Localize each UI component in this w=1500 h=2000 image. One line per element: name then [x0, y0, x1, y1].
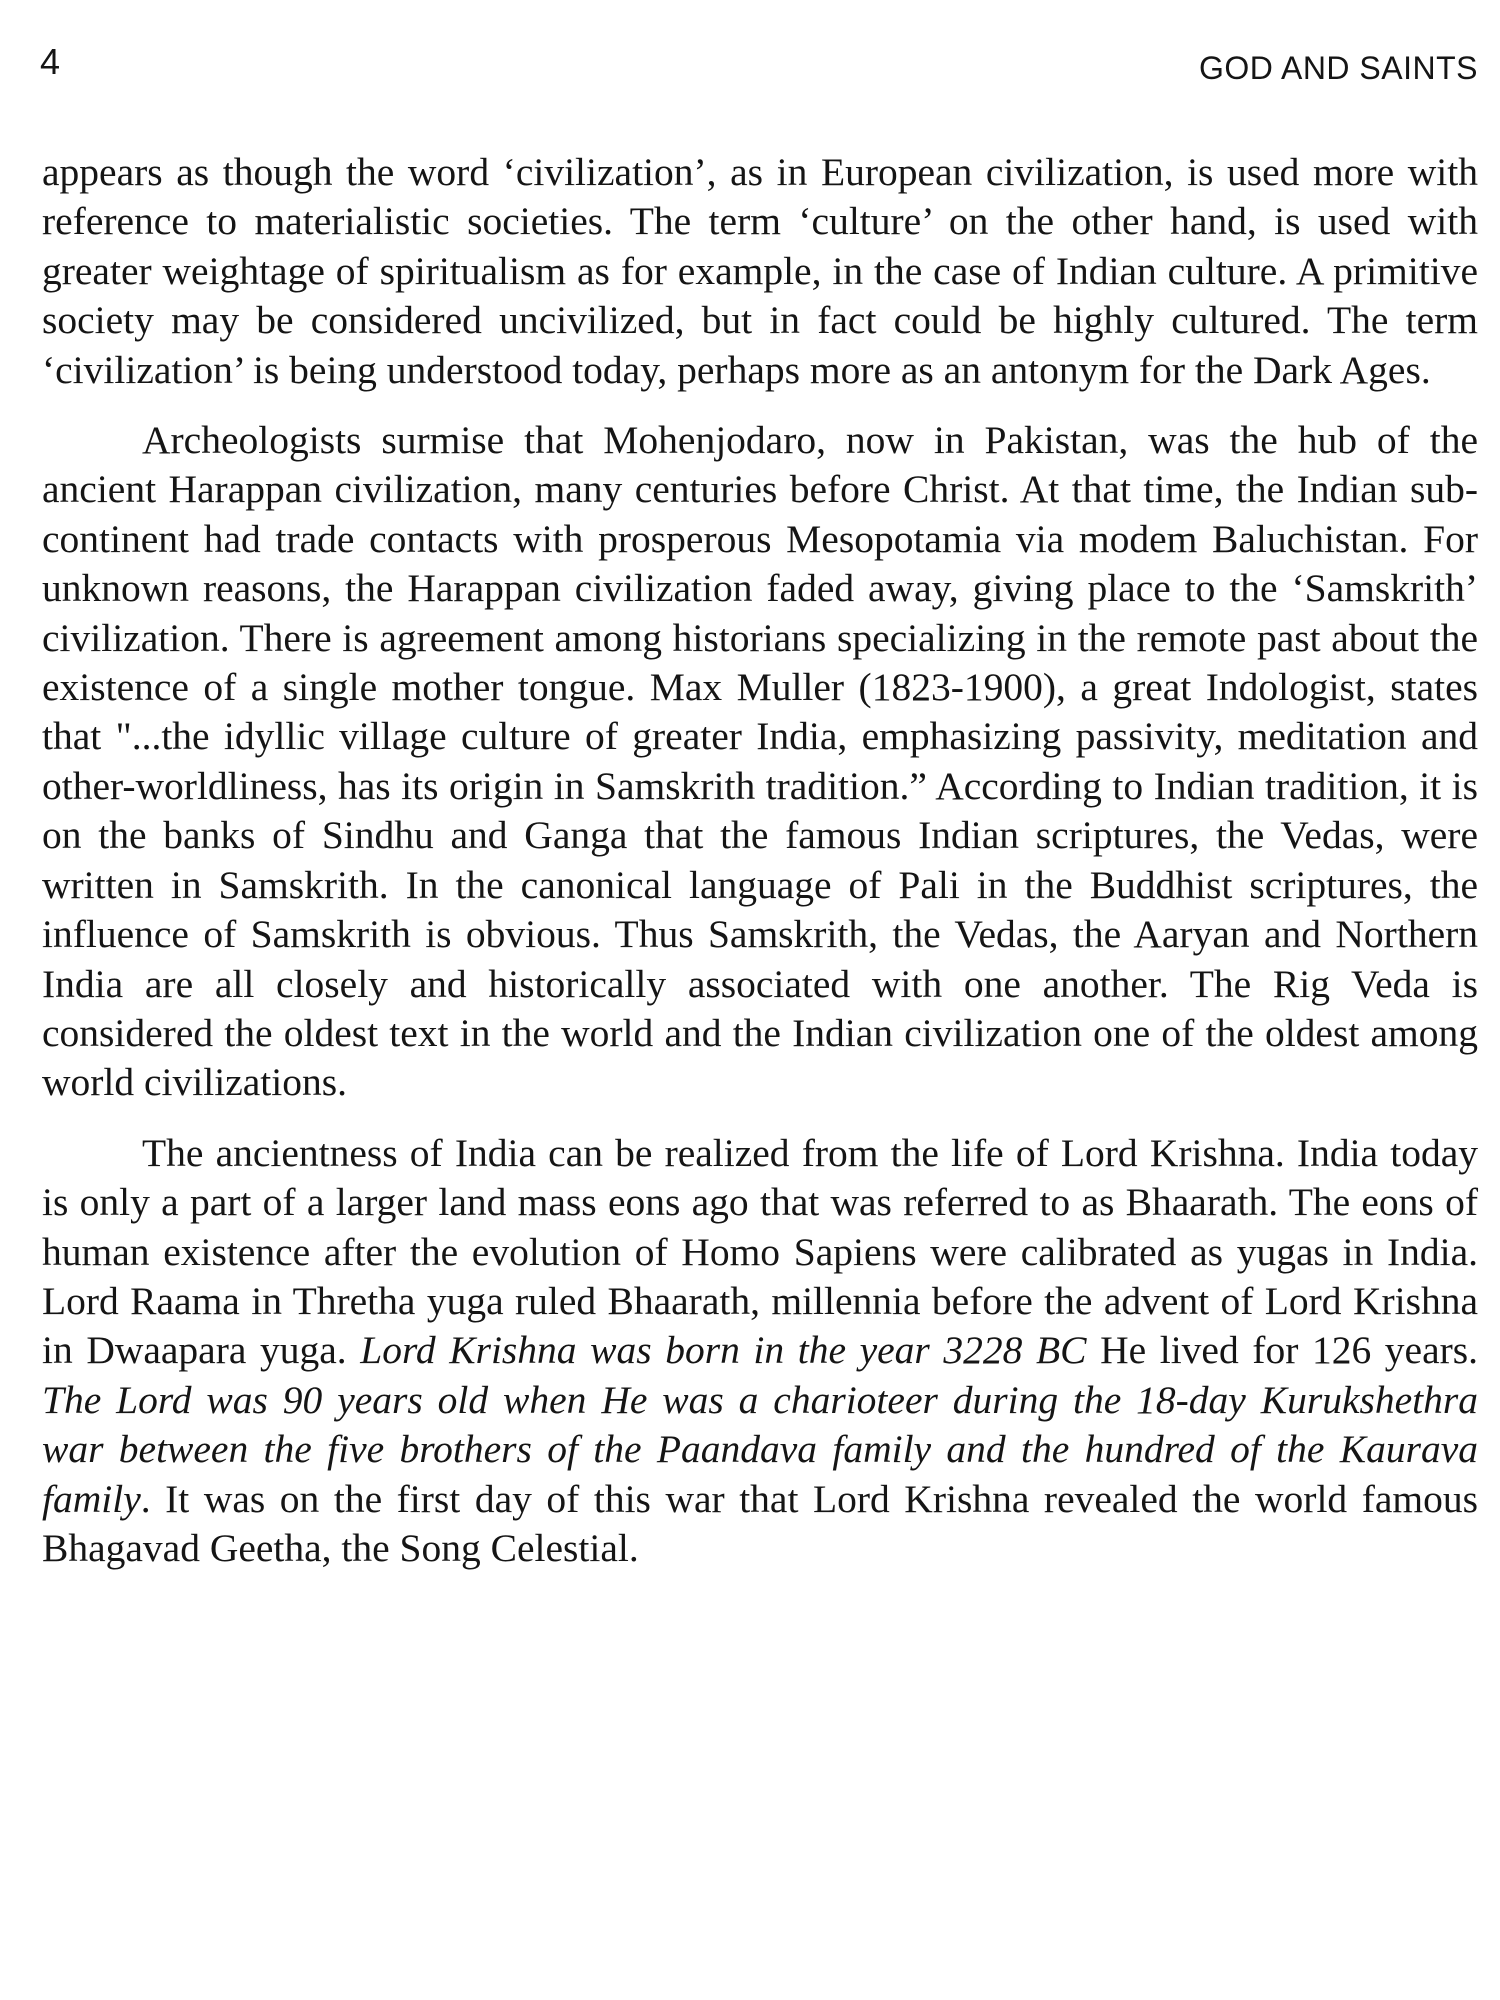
paragraph-3-text-1: The ancientness of India can be realized from the life of Lord Krishna. India today is only a part of a larger land mass eons ago that was referred to as Bhaarath. The eons of human existence after the evolution of Homo Sapiens were calibrated as yugas in India. Lord Raama in Thretha yuga ruled Bhaarath, millennia before the advent of Lord Krishna in Dwaapara yuga.: [42, 1130, 1478, 1373]
paragraph-1: appears as though the word ‘civilization’, as in European civilization, is used more with reference to materialistic societies. The term ‘culture’ on the other hand, is used with greater weightage of spiritualism as for example, in the case of Indian culture. A primitive society may be considered uncivilized, but in fact could be highly cultured. The term ‘civilization’ is being understood today, perhaps more as an antonym for the Dark Ages.: [42, 150, 1478, 392]
paragraph-2: Archeologists surmise that Mohenjodaro, now in Pakistan, was the hub of the ancient Harappan civilization, many centuries before Christ. At that time, the Indian sub-continent had trade contacts with prosperous Mesopotamia via modem Baluchistan. For unknown reasons, the Harappan civilization faded away, giving place to the ‘Samskrith’ civilization. There is agreement among historians specializing in the remote past about the existence of a single mother tongue. Max Muller (1823-1900), a great Indologist, states that "...the idyllic village culture of greater India, emphasizing passivity, meditation and other-worldliness, has its origin in Samskrith tradition.” According to Indian tradition, it is on the banks of Sindhu and Ganga that the famous Indian scriptures, the Vedas, were written in Samskrith. In the canonical language of Pali in the Buddhist scriptures, the influence of Samskrith is obvious. Thus Samskrith, the Vedas, the Aaryan and Northern India are all closely and historically associated with one another. The Rig Veda is considered the oldest text in the world and the Indian civilization one of the oldest among world civilizations.: [42, 418, 1478, 1105]
paragraph-3: [42, 1129, 1478, 1574]
running-head: GOD AND SAINTS: [1198, 50, 1478, 86]
paragraph-3-text-2: He lived for 126 years.: [1086, 1328, 1479, 1373]
page-number: 4: [40, 41, 61, 82]
paragraph-3-text-3: . It was on the first day of this war that Lord Krishna revealed the world famous Bhagavad Geetha, the Song Celestial.: [42, 1476, 1478, 1570]
paragraph-3-italic-1: Lord Krishna was born in the year 3228 BC: [360, 1328, 1087, 1373]
body-text: [42, 148, 1478, 1573]
paragraph-3-italic-2: The Lord was 90 years old when He was a charioteer during the 18-day Kurukshethra war between the five brothers of the Paandava family and the hundred of the Kaurava family: [42, 1377, 1478, 1521]
